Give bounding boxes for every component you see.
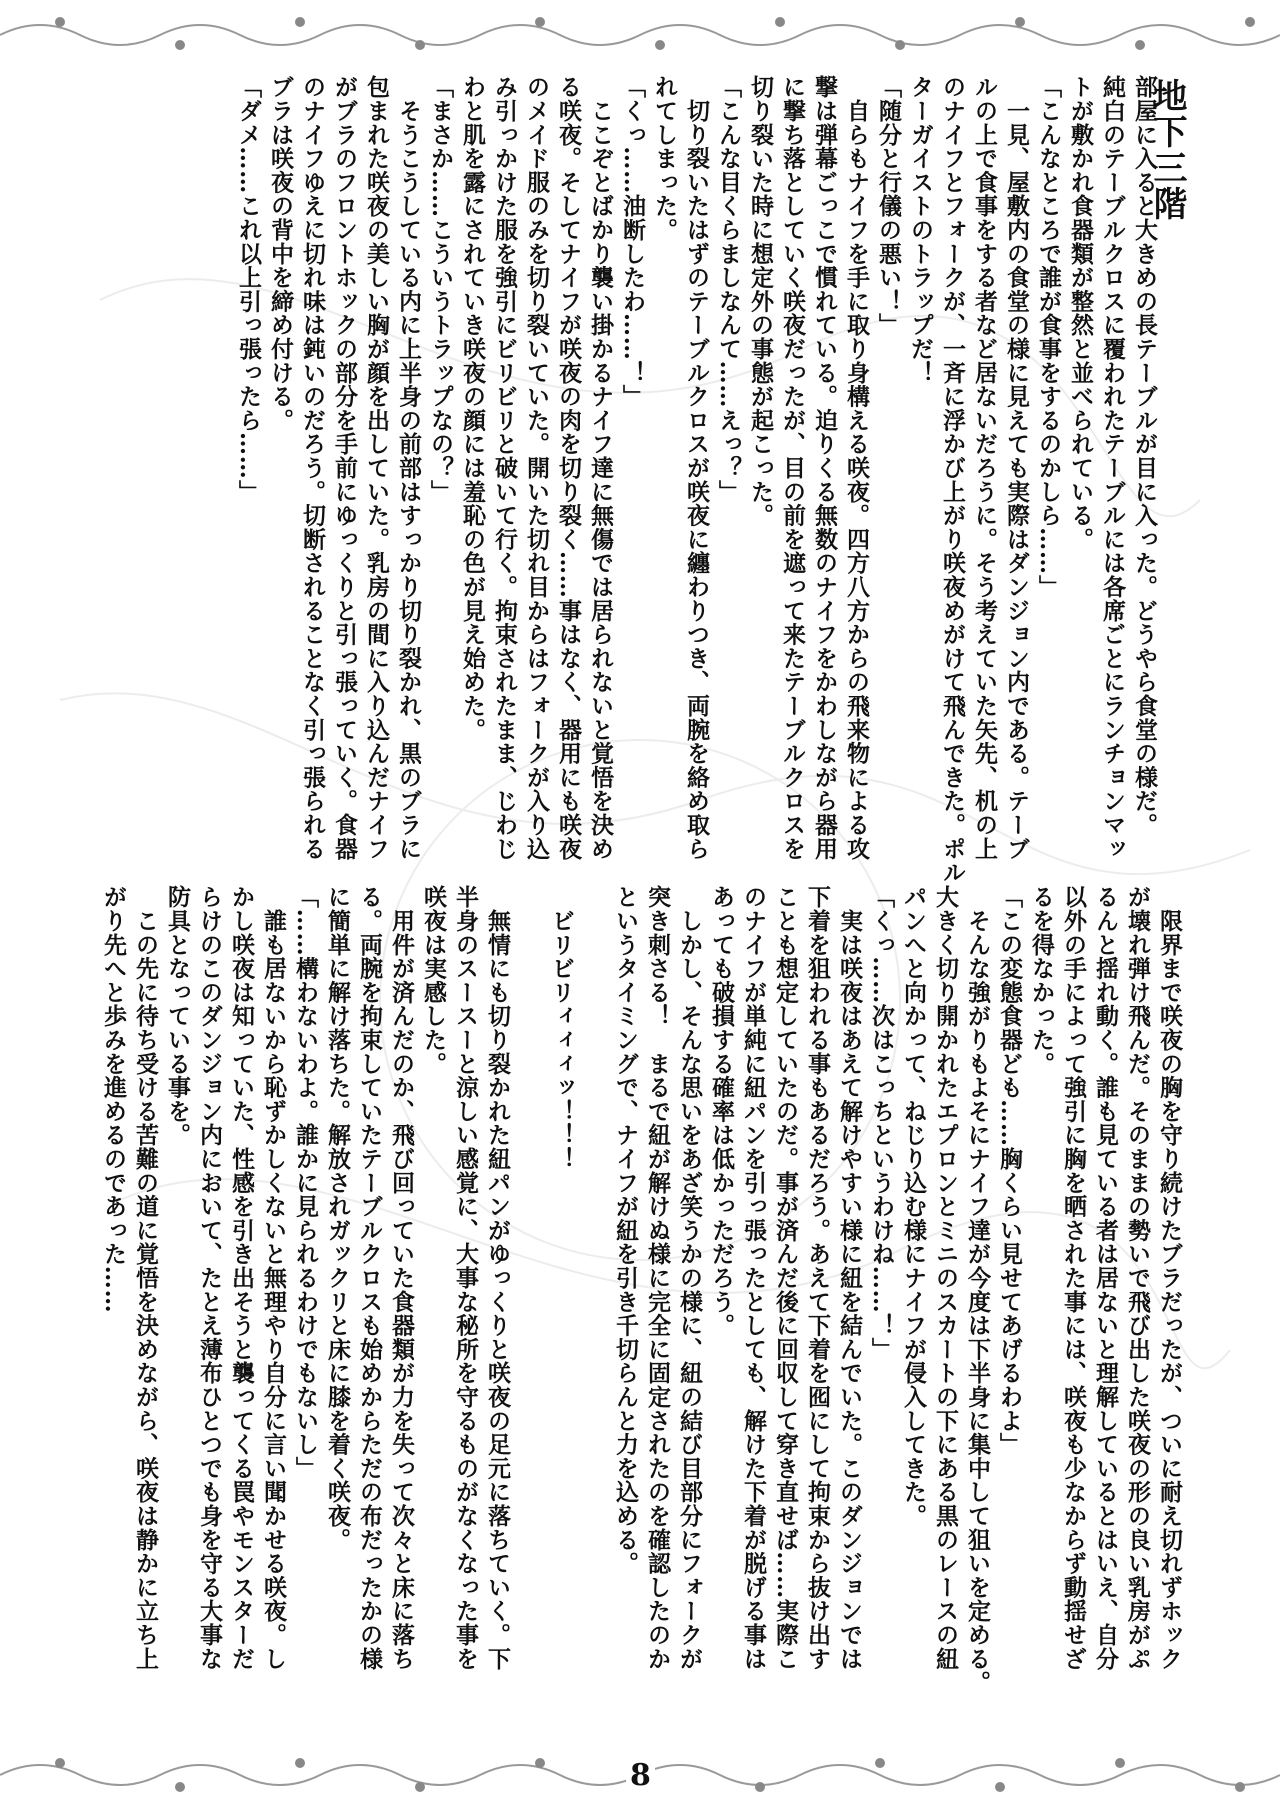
text-line: ブラは咲夜の背中を締め付ける。 <box>267 75 294 432</box>
text-line: トが敷かれ食器類が整然と並べられている。 <box>1067 75 1094 551</box>
text-line: そんな強がりもよそにナイフ達が今度は下半身に集中して狙いを定める。 <box>964 885 991 1695</box>
text-line: のメイド服のみを切り裂いていた。開いた切れ目からはフォークが入り込 <box>523 75 550 861</box>
text-line: る咲夜。そしてナイフが咲夜の肉を切り裂く……事はなく、器用にも咲夜 <box>555 75 582 861</box>
text-line: 「こんなところで誰が食事をするのかしら……」 <box>1035 75 1062 599</box>
text-line: というタイミングで、ナイフが紐を引き千切らんと力を込める。 <box>612 885 639 1576</box>
text-line: が壊れ弾け飛んだ。そのままの勢いで飛び出した咲夜の形の良い乳房がぷ <box>1124 885 1151 1671</box>
text-line: ルの上で食事をする者など居ないだろうに。そう考えていた矢先、机の上 <box>971 75 998 861</box>
text-line: この先に待ち受ける苦難の道に覚悟を決めながら、咲夜は静かに立ち上 <box>132 885 159 1671</box>
text-line <box>513 885 545 1665</box>
text-line: 用件が済んだのか、飛び回っていた食器類が力を失って次々と床に落ち <box>388 885 415 1671</box>
text-line: かし咲夜は知っていた、性感を引き出そうと襲ってくる罠やモンスターだ <box>228 885 255 1671</box>
text-line: るんと揺れ動く。誰も見ている者は居ないと理解しているとはいえ、自分 <box>1092 885 1119 1671</box>
text-line: 下着を狙われる事もあるだろう。あえて下着を囮にして拘束から抜け出す <box>804 885 831 1671</box>
chapter-title: 地下三階 <box>1147 78 1187 222</box>
text-line: に撃ち落としていく咲夜だったが、目の前を遮って来たテーブルクロスを <box>779 75 806 861</box>
text-line: ここぞとばかり襲い掛かるナイフ達に無傷では居られないと覚悟を決め <box>587 75 614 861</box>
text-line: わと肌を露にされていき咲夜の顔には羞恥の色が見え始めた。 <box>459 75 486 742</box>
text-line: に簡単に解け落ちた。解放されガックリと床に膝を着く咲夜。 <box>324 885 351 1552</box>
text-line: 「こんな目くらましなんて……えっ？」 <box>715 75 742 504</box>
text-line: 突き刺さる！ まるで紐が解けぬ様に完全に固定されたのを確認したのか <box>644 885 671 1671</box>
text-line: るを得なかった。 <box>1028 885 1055 1076</box>
text-line: 一見、屋敷内の食堂の様に見えても実際はダンジョン内である。テーブ <box>1003 75 1030 861</box>
text-line: 自らもナイフを手に取り身構える咲夜。四方八方からの飛来物による攻 <box>843 75 870 861</box>
text-line: 「くっ……油断したわ……！」 <box>619 75 646 409</box>
text-line: 半身のスースーと涼しい感覚に、大事な秘所を守るものがなくなった事を <box>452 885 479 1671</box>
text-line: がり先へと歩みを進めるのであった…… <box>100 885 127 1314</box>
text-line: る。両腕を拘束していたテーブルクロスも始めからただの布だったかの様 <box>356 885 383 1671</box>
top-text-block <box>232 75 1160 885</box>
text-line: 咲夜は実感した。 <box>420 885 447 1076</box>
text-line: 切り裂いたはずのテーブルクロスが咲夜に纏わりつき、両腕を絡め取ら <box>683 75 710 861</box>
text-line: ビリビリィィィッ！！！ <box>548 885 575 1171</box>
text-line: 以外の手によって強引に胸を晒された事には、咲夜も少なからず動揺せざ <box>1060 885 1087 1671</box>
text-line: 誰も居ないから恥ずかしくないと無理やり自分に言い聞かせる咲夜。し <box>260 885 287 1671</box>
text-line: み引っかけた服を強引にビリビリと破いて行く。拘束されたまま、じわじ <box>491 75 518 861</box>
text-line: 大きく切り開かれたエプロンとミニのスカートの下にある黒のレースの紐 <box>932 885 959 1671</box>
text-line: 「随分と行儀の悪い！」 <box>875 75 902 337</box>
text-line: のナイフとフォークが、一斉に浮かび上がり咲夜めがけて飛んできた。ポル <box>939 75 966 885</box>
text-line: 防具となっている事を。 <box>164 885 191 1147</box>
text-line: しかし、そんな思いをあざ笑うかの様に、紐の結び目部分にフォークが <box>676 885 703 1671</box>
text-line: ターガイストのトラップだ！ <box>907 75 934 385</box>
text-line: 「まさか……こういうトラップなの？」 <box>427 75 454 504</box>
text-line: ことも想定していたのだ。事が済んだ後に回収して穿き直せば……実際こ <box>772 885 799 1671</box>
page-number: 8 <box>626 1758 655 1793</box>
text-line: あっても破損する確率は低かっただろう。 <box>708 885 735 1338</box>
text-line: のナイフが単純に紐パンを引っ張ったとしても、解けた下着が脱げる事は <box>740 885 767 1671</box>
text-line: 純白のテーブルクロスに覆われたテーブルには各席ごとにランチョンマッ <box>1099 75 1126 861</box>
text-line: がブラのフロントホックの部分を手前にゆっくりと引っ張っていく。食器 <box>331 75 358 861</box>
text-line: 撃は弾幕ごっこで慣れている。迫りくる無数のナイフをかわしながら器用 <box>811 75 838 861</box>
text-line: 無情にも切り裂かれた紐パンがゆっくりと咲夜の足元に落ちていく。下 <box>484 885 511 1671</box>
text-line: そうこうしている内に上半身の前部はすっかり切り裂かれ、黒のブラに <box>395 75 422 861</box>
text-line: 「ダメ……これ以上引っ張ったら……」 <box>235 75 262 504</box>
text-line: 部屋に入ると大きめの長テーブルが目に入った。どうやら食堂の様だ。 <box>1131 75 1158 837</box>
text-line: パンへと向かって、ねじり込む様にナイフが侵入してきた。 <box>900 885 927 1528</box>
text-line: らけのこのダンジョン内において、たとえ薄布ひとつでも身を守る大事な <box>196 885 223 1671</box>
bottom-text-block <box>97 885 1185 1695</box>
top-vine-border <box>0 0 1280 60</box>
text-line <box>577 885 609 1665</box>
text-line: 包まれた咲夜の美しい胸が顔を出していた。乳房の間に入り込んだナイフ <box>363 75 390 861</box>
text-line: 切り裂いた時に想定外の事態が起こった。 <box>747 75 774 528</box>
text-line: 限界まで咲夜の胸を守り続けたブラだったが、ついに耐え切れずホック <box>1156 885 1183 1671</box>
text-line: 「……構わないわよ。誰かに見られるわけでもないし」 <box>292 885 319 1480</box>
text-line: 「くっ……次はこっちというわけね……！」 <box>868 885 895 1361</box>
text-line: 実は咲夜はあえて解けやすい様に紐を結んでいた。このダンジョンでは <box>836 885 863 1671</box>
text-line: のナイフゆえに切れ味は鈍いのだろう。切断されることなく引っ張られる <box>299 75 326 861</box>
text-line: れてしまった。 <box>651 75 678 242</box>
text-line: 「この変態食器ども……胸くらい見せてあげるわよ」 <box>996 885 1023 1457</box>
